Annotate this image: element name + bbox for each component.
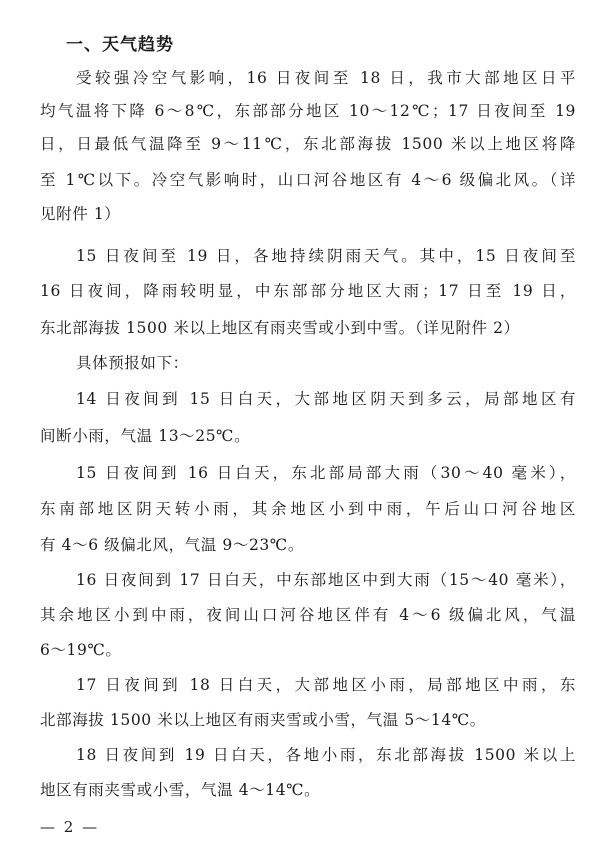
paragraph-line: 见附件 1）	[40, 205, 121, 223]
page-number: — 2 —	[40, 818, 100, 836]
paragraph-line: 16 日夜间，降雨较明显，中东部部分地区大雨；17 日至 19 日，	[40, 282, 576, 300]
paragraph-line: 具体预报如下：	[76, 354, 189, 372]
paragraph-line: 地区有雨夹雪或小雪，气温 4～14℃。	[40, 781, 321, 799]
paragraph-line: 日，日最低气温降至 9～11℃，东北部海拔 1500 米以上地区将降	[40, 135, 576, 153]
paragraph-line: 15 日夜间至 19 日，各地持续阴雨天气。其中，15 日夜间至	[76, 247, 576, 265]
paragraph-line: 受较强冷空气影响，16 日夜间至 18 日，我市大部地区日平	[76, 69, 576, 87]
paragraph-line: 有 4～6 级偏北风，气温 9～23℃。	[40, 536, 304, 554]
paragraph-line: 15 日夜间到 16 日白天，东北部局部大雨（30～40 毫米），	[76, 464, 576, 482]
paragraph-line: 东北部海拔 1500 米以上地区有雨夹雪或小到中雪。（详见附件 2）	[40, 319, 520, 337]
paragraph-line: 16 日夜间到 17 日白天，中东部地区中到大雨（15～40 毫米），	[76, 571, 576, 589]
paragraph-line: 北部海拔 1500 米以上地区有雨夹雪或小雪，气温 5～14℃。	[40, 711, 486, 729]
paragraph-line: 17 日夜间到 18 日白天，大部地区小雨，局部地区中雨，东	[76, 676, 576, 694]
paragraph-line: 间断小雨，气温 13～25℃。	[40, 427, 251, 445]
section-heading: 一、天气趋势	[66, 35, 174, 55]
paragraph-line: 18 日夜间到 19 日白天，各地小雨，东北部海拔 1500 米以上	[76, 746, 576, 764]
paragraph-line: 其余地区小到中雨，夜间山口河谷地区伴有 4～6 级偏北风，气温	[40, 606, 576, 624]
paragraph-line: 东南部地区阴天转小雨，其余地区小到中雨，午后山口河谷地区	[40, 500, 576, 518]
paragraph-line: 14 日夜间到 15 日白天，大部地区阴天到多云，局部地区有	[76, 390, 576, 408]
paragraph-line: 6～19℃。	[40, 641, 122, 659]
paragraph-line: 均气温将下降 6～8℃，东部部分地区 10～12℃；17 日夜间至 19	[40, 102, 576, 120]
paragraph-line: 至 1℃以下。冷空气影响时，山口河谷地区有 4～6 级偏北风。（详	[40, 171, 576, 189]
